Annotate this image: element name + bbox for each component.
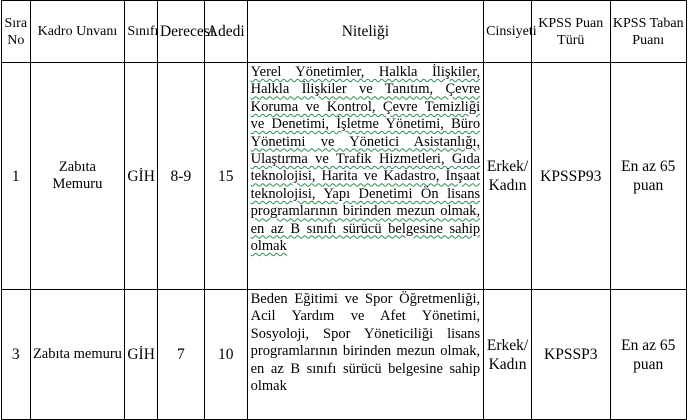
cell-niteligi xyxy=(247,290,483,420)
cell-kpss-puan-turu: KPSSP3 xyxy=(532,290,610,420)
cell-adedi: 10 xyxy=(204,290,247,420)
cell-derecesi: 7 xyxy=(157,290,204,420)
header-adedi: Adedi xyxy=(204,1,247,63)
table-row xyxy=(2,290,687,420)
cell-kadro-unvani: Zabıta memuru xyxy=(30,290,125,420)
kadro-table xyxy=(1,0,687,420)
header-kadro-unvani: Kadro Unvanı xyxy=(30,1,125,63)
cell-sinifi: GİH xyxy=(125,290,158,420)
cell-adedi: 15 xyxy=(204,63,247,290)
cell-cinsiyeti: Erkek/ Kadın xyxy=(484,63,532,290)
niteligi-text: Yerel Yönetimler, Halkla İlişkiler, Halkla İlişkiler ve Tanıtım, Çevre Koruma ve Kontrol, Çevre Temizliği ve Denetimi, İşletme Yönetimi, Büro Yönetimi ve Yönetici Asistanlığı, Ulaştırma ve Trafik Hizmetleri, Gıda teknolojisi, Harita ve Kadastro, İnşaat teknolojisi, Yapı Denetimi Ön lisans programlarının birinden mezun olmak, en az B sınıfı sürücü belgesine sahip olmak xyxy=(250,64,481,255)
header-cinsiyeti: Cinsiyeti xyxy=(484,1,532,63)
cell-sinifi: GİH xyxy=(125,63,158,290)
cell-kpss-taban-puani: En az 65 puan xyxy=(610,63,687,290)
header-niteligi: Niteliği xyxy=(247,1,483,63)
header-kpss-taban-puani: KPSS Taban Puanı xyxy=(610,1,687,63)
cell-derecesi: 8-9 xyxy=(157,63,204,290)
header-derecesi: Derecesi xyxy=(157,1,204,63)
header-sinifi: Sınıfı xyxy=(125,1,158,63)
header-sira-no: Sıra No xyxy=(2,1,31,63)
table-row xyxy=(2,63,687,290)
cell-kpss-puan-turu: KPSSP93 xyxy=(532,63,610,290)
cell-sira-no: 3 xyxy=(2,290,31,420)
cell-niteligi xyxy=(247,63,483,290)
cell-cinsiyeti: Erkek/ Kadın xyxy=(484,290,532,420)
header-row xyxy=(2,1,687,63)
cell-kadro-unvani: Zabıta Memuru xyxy=(30,63,125,290)
cell-kpss-taban-puani: En az 65 puan xyxy=(610,290,687,420)
cell-sira-no: 1 xyxy=(2,63,31,290)
niteligi-text: Beden Eğitimi ve Spor Öğretmenliği, Acil Yardım ve Afet Yönetimi, Sosyoloji, Spor Yöneticiliği lisans programlarının birinden mezun olmak, en az B sınıfı sürücü belgesine sahip olmak xyxy=(250,291,481,395)
header-kpss-puan-turu: KPSS Puan Türü xyxy=(532,1,610,63)
